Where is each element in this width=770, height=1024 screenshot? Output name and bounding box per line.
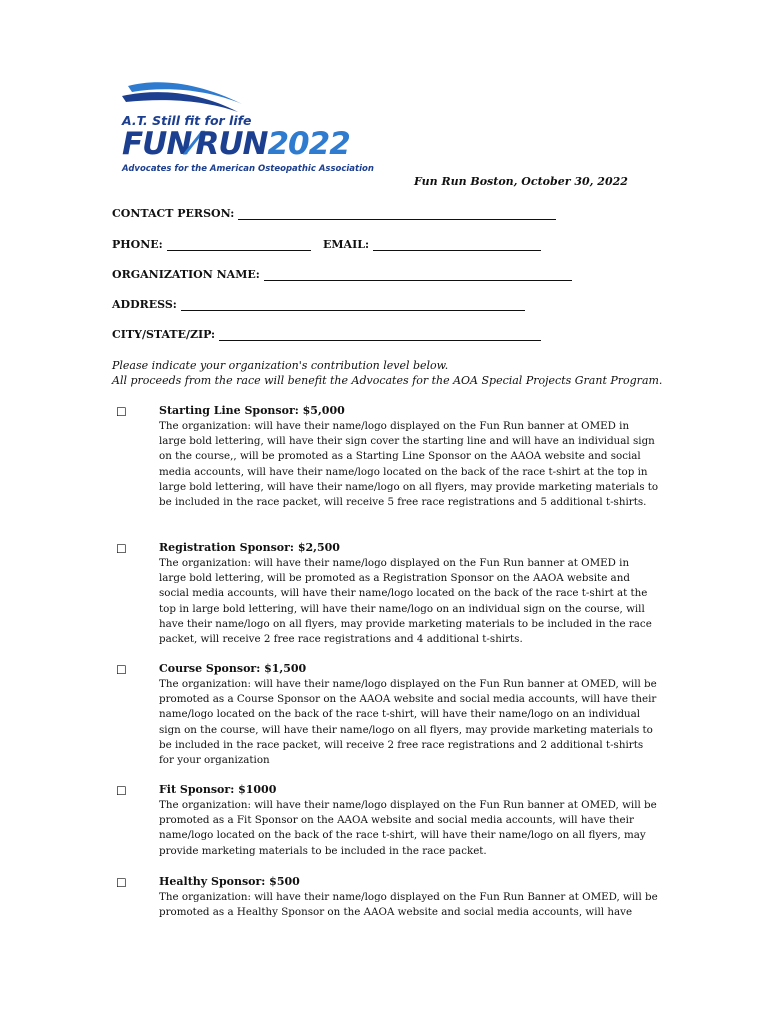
intro-line-1: Please indicate your organization's contribution level below. [112,359,449,372]
organization-name-label: ORGANIZATION NAME: [112,268,260,281]
checkbox[interactable]: ☐ [116,542,127,556]
tier-fit [112,783,660,861]
address-line[interactable] [181,298,525,311]
checkbox[interactable]: ☐ [116,663,127,677]
city-state-zip-field[interactable] [112,328,541,341]
intro-line-2: All proceeds from the race will benefit the Advocates for the AOA Special Projects Grant Program. [112,374,663,387]
tier-description: The organization: will have their name/logo displayed on the Fun Run banner at OMED, will be promoted as a Course Sponsor on the AAOA website and social media accounts, will have their name/logo located on the back of the race t-shirt, will have their name/logo on an individual sign on the course, will have their name/logo on all flyers, may provide marketing materials to be included in the race packet, will receive 2 free race registrations and 2 additional t-shirts for your organization [159,678,657,767]
checkbox[interactable]: ☐ [116,784,127,798]
email-field[interactable] [323,238,541,251]
event-line: Fun Run Boston, October 30, 2022 [414,175,628,188]
tier-name: Fit Sponsor: $1000 [159,783,277,796]
city-state-zip-line[interactable] [219,328,541,341]
logo-word-fun: FUN [122,126,192,162]
contact-person-field[interactable] [112,207,556,220]
logo-wordmark [122,126,350,162]
tier-healthy [112,875,660,923]
city-state-zip-label: CITY/STATE/ZIP: [112,328,216,341]
contribution-intro [112,358,662,388]
runner-icon: ⁄ [191,126,196,162]
swoosh-icon [118,78,258,114]
phone-line[interactable] [167,238,311,251]
logo-tagline: A.T. Still fit for life [122,113,252,128]
tier-name: Healthy Sponsor: $500 [159,875,300,888]
email-label: EMAIL: [323,238,370,251]
contact-person-line[interactable] [238,207,556,220]
tier-name: Starting Line Sponsor: $5,000 [159,404,345,417]
phone-label: PHONE: [112,238,163,251]
address-field[interactable] [112,298,525,311]
organization-name-field[interactable] [112,268,572,281]
tier-course [112,662,660,770]
tier-description: The organization: will have their name/logo displayed on the Fun Run banner at OMED in large bold lettering, will be promoted as a Registration Sponsor on the AAOA website and social media accounts, will have their name/logo located on the back of the race t-shirt at the top in large bold lettering, will have their name/logo on an individual sign on the course, will have their name/logo on all flyers, may provide marketing materials to be included in the race packet, will receive 2 free race registrations and 4 additional t-shirts. [159,557,652,646]
tier-description: The organization: will have their name/logo displayed on the Fun Run banner at OMED in large bold lettering, will have their sign cover the starting line and will have an individual sign on the course,, will be promoted as a Starting Line Sponsor on the AAOA website and social media accounts, will have their name/logo located on the back of the race t-shirt at the top in large bold lettering, will have their name/logo on all flyers, may provide marketing materials to be included in the race packet, will receive 5 free race registrations and 5 additional t-shirts. [159,420,659,509]
tier-registration [112,541,660,649]
organization-name-line[interactable] [264,268,572,281]
tier-starting-line [112,404,660,526]
tier-description: The organization: will have their name/logo displayed on the Fun Run Banner at OMED, will be promoted as a Healthy Sponsor on the AAOA website and social media accounts, will have [159,891,658,919]
checkbox[interactable]: ☐ [116,405,127,419]
phone-field[interactable] [112,238,311,251]
logo-word-run: RUN [195,126,268,162]
logo-subtitle: Advocates for the American Osteopathic Association [122,164,374,174]
tier-name: Course Sponsor: $1,500 [159,662,307,675]
email-line[interactable] [373,238,541,251]
logo-year: 2022 [267,126,350,162]
tier-description: The organization: will have their name/logo displayed on the Fun Run banner at OMED, will be promoted as a Fit Sponsor on the AAOA website and social media accounts, will have their name/logo located on the back of the race t-shirt, will have their name/logo on all flyers, may provide marketing materials to be included in the race packet. [159,799,657,857]
tier-name: Registration Sponsor: $2,500 [159,541,340,554]
address-label: ADDRESS: [112,298,177,311]
fun-run-logo [118,78,398,180]
contact-person-label: CONTACT PERSON: [112,207,235,220]
checkbox[interactable]: ☐ [116,876,127,890]
